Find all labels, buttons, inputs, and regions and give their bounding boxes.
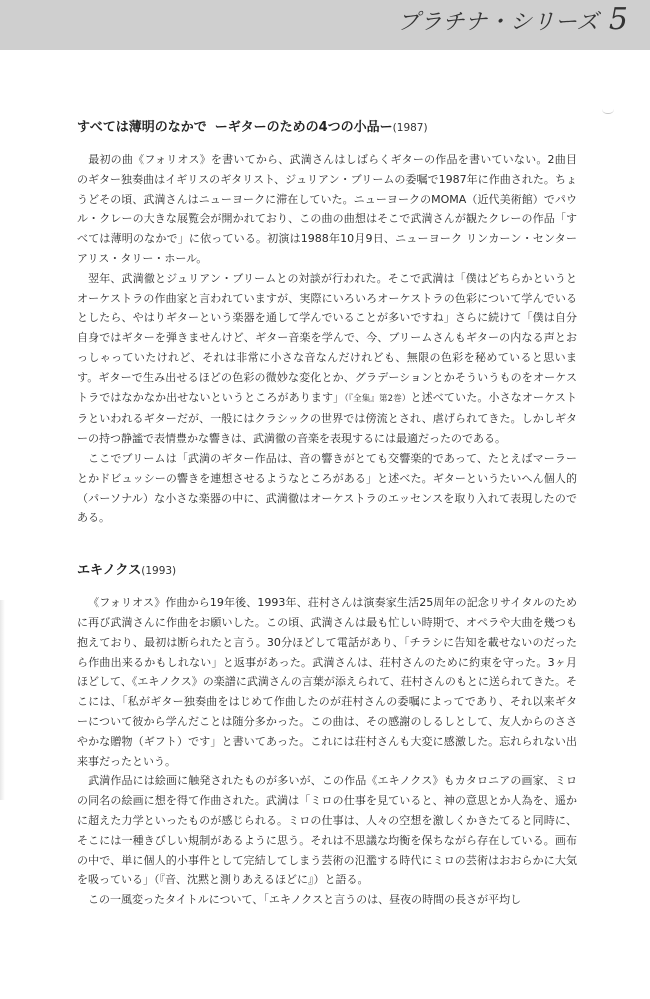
scan-mark (602, 109, 614, 114)
paragraph-text: 最初の曲《フォリオス》を書いてから、武満さんはしばらくギターの作品を書いていない。2曲目のギター独奏曲はイギリスのギタリスト、ジュリアン・ブリームの委嘱で1987年に作曲された。ちょうどその頃、武満さんはニューヨークに滞在していた。ニューヨークのMOMA（近代美術館）でパウル・クレーの大きな展覧会が開かれており、この曲の曲想はそこで武満さんが観たクレーの作品「すべては薄明のなかで」に依っている。初演は1988年10月9日、ニューヨーク リンカーン・センター アリス・タリー・ホール。 (77, 153, 577, 265)
paragraph (77, 771, 577, 890)
page-header (0, 0, 650, 50)
title-main: エキノクス (77, 563, 142, 579)
page-fold-shadow (0, 600, 5, 800)
title-year: (1993) (141, 565, 177, 578)
paragraph (77, 593, 577, 771)
paragraph-text: 武満作品には絵画に触発されたものが多いが、この作品《エキノクス》もカタロニアの画家、ミロの同名の絵画に想を得て作曲された。武満は「ミロの仕事を見ていると、神の意思とか人為を、遥かに超えた力学といったものが感じられる。ミロの仕事は、人々の空想を激しくかきたてると同時に、そこには一種きびしい規制があるように思う。それは不思議な均衡を保ちながら存在している。画布の中で、単に個人的小事件として完結してしまう芸術の氾濫する時代にミロの芸術はおおらかに大気を吸っている」（『音、沈黙と測りあえるほどに』）と語る。 (77, 774, 577, 887)
article-body (77, 118, 577, 910)
paragraph-text: この一風変ったタイトルについて、「エキノクスと言うのは、昼夜の時間の長さが平均し (88, 893, 522, 907)
series-heading (398, 2, 629, 37)
paragraph (77, 269, 577, 449)
paragraph (77, 890, 577, 910)
section-title (77, 118, 577, 138)
paragraph (77, 150, 577, 269)
section-equinox (77, 561, 577, 910)
series-title: プラチナ・シリーズ (397, 10, 599, 35)
page-number: 5 (608, 2, 628, 37)
title-subtitle: ーギターのための4つの小品ー (214, 120, 393, 135)
title-year: (1987) (392, 122, 428, 134)
paragraph-text: ここでブリームは「武満のギター作品は、音の響きがとても交響楽的であって、たとえばマーラーとかドビュッシーの響きを連想させるようなところがある」と述べた。ギターというたいへん個人的（パーソナル）な小さな楽器の中に、武満徹はオーケストラのエッセンスを取り入れて表現したのである。 (77, 451, 577, 525)
section-subete-wa-hakumei (77, 118, 577, 528)
section-title (77, 561, 577, 581)
paragraph-text: 《フォリオス》作曲から19年後、1993年、荘村さんは演奏家生活25周年の記念リサイタルのために再び武満さんに作曲をお願いした。この頃、武満さんは最も忙しい時期で、オペラや大曲を幾つも抱えており、最初は断られたと言う。30分ほどして電話があり、「チラシに告知を載せないのだったら作曲出来るかもしれない」と返事があった。武満さんは、荘村さんのために約束を守った。3ヶ月ほどして、《エキノクス》の楽譜に武満さんの言葉が添えられて、荘村さんのもとに送られてきた。そこには、「私がギター独奏曲をはじめて作曲したのが荘村さんの委嘱によってであり、それ以来ギターについて彼から学んだことは随分多かった。この曲は、その感謝のしるしとして、友人からのささやかな贈物（ギフト）です」と書いてあった。これには荘村さんも大変に感激した。忘れられない出来事だったという。 (77, 596, 577, 768)
paragraph-text: 翌年、武満徹とジュリアン・ブリームとの対談が行われた。そこで武満は「僕はどちらかというとオーケストラの作曲家と言われていますが、実際にいろいろオーケストラの色彩について学んでいるとしたら、やはりギターという楽器を通して学んでいることが多いですね」さらに続けて「僕は自分自身ではギターを弾きませんけど、ギター音楽を学んで、今、ブリームさんもギターの内なる声とおっしゃっていたけれど、それは非常に小さな音なんだけれども、無限の色彩を秘めていると思います。ギターで生み出せるほどの色彩の微妙な変化とか、グラデーションとかそういうものをオーケストラではなかなか出せないというところがあります」 (77, 271, 577, 404)
title-main: すべては薄明のなかで (77, 120, 207, 135)
paragraph (77, 449, 577, 528)
paragraph-text-continued: と述べていた。小さなオーケストラといわれるギターだが、一般にはクラシックの世界では傍流とされ、虐げられてきた。しかしギターの持つ静謐で表情豊かな響きは、武満徹の音楽を表現するには最適だったのである。 (77, 390, 577, 446)
citation-note: （『全集』第2巻） (344, 393, 411, 404)
